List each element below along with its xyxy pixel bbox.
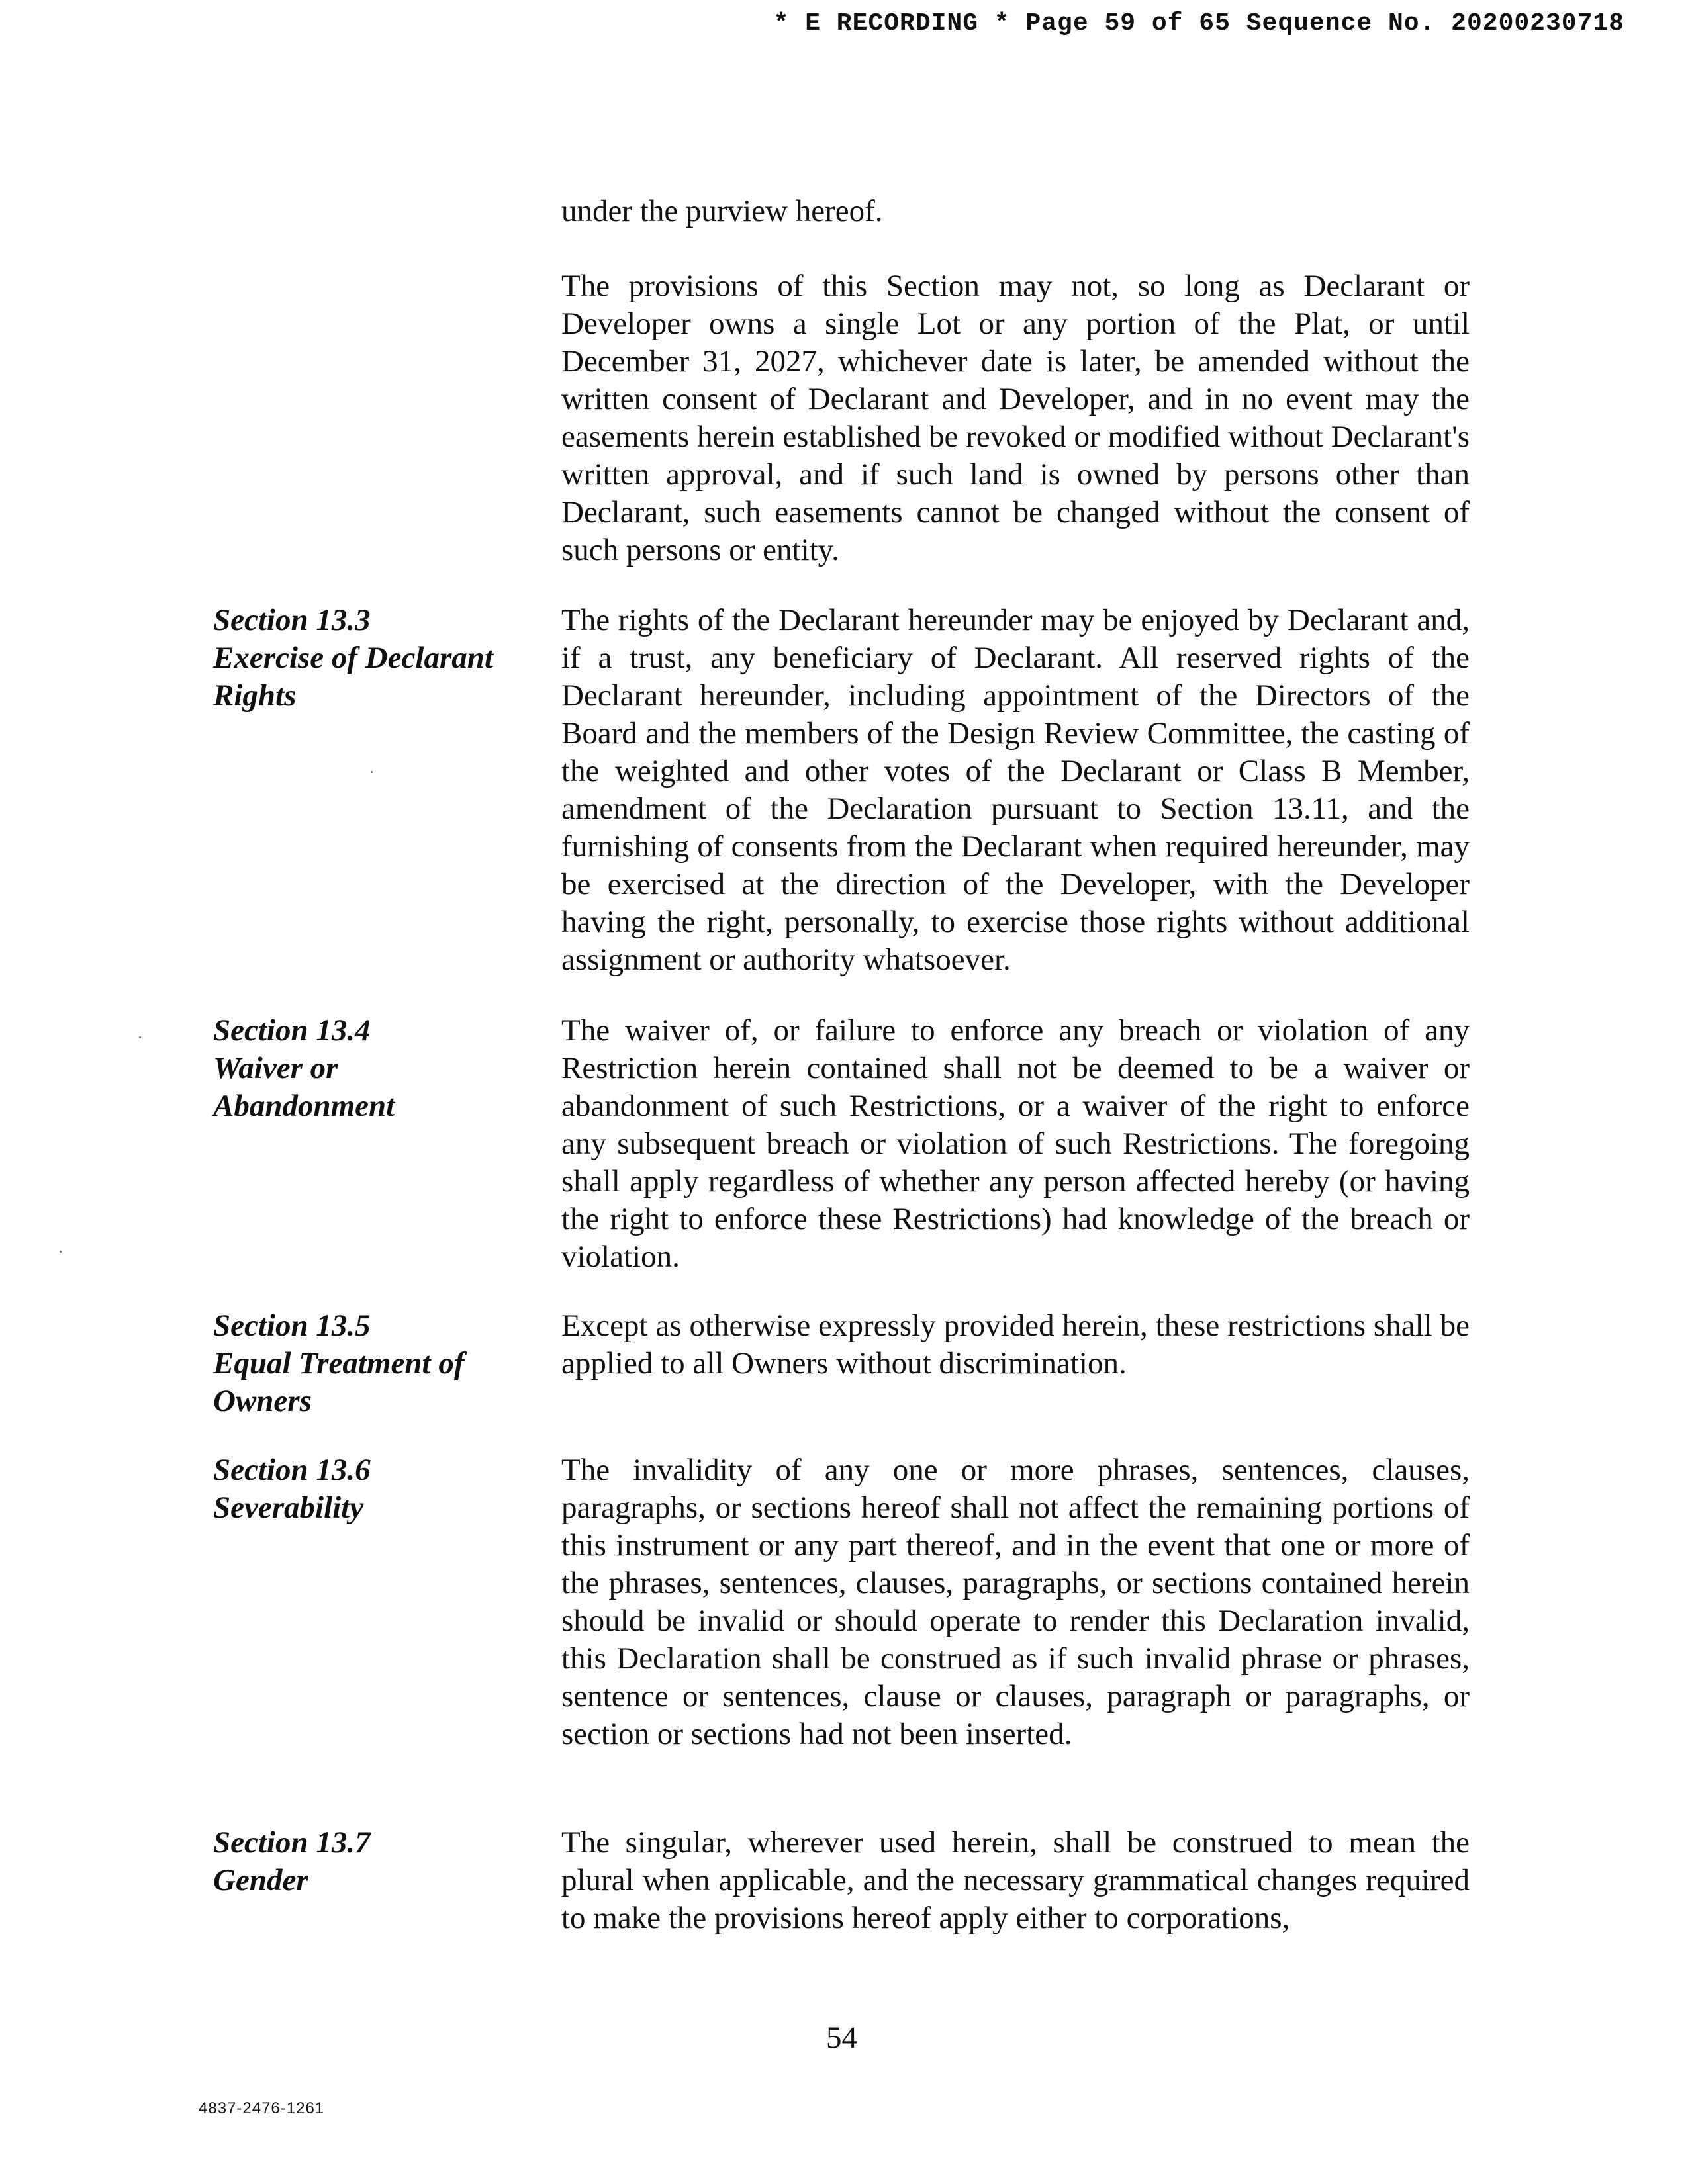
section-number: Section 13.6	[213, 1453, 371, 1487]
section-number: Section 13.3	[213, 603, 371, 637]
scan-speck	[60, 1251, 62, 1253]
section-13-5-heading	[213, 1307, 531, 1420]
section-number: Section 13.7	[213, 1825, 371, 1860]
section-13-7-heading	[213, 1824, 531, 1899]
section-13-4-heading	[213, 1012, 531, 1125]
paragraph-easement-provisions: The provisions of this Section may not, so long as Declarant or Developer owns a single Lot or any portion of the Plat, or until December 31, 2027, whichever date is later, be amended without the written consent of Declarant and Developer, and in no event may the easements herein established be revoked or modified without Declarant's written approval, and if such land is owned by persons other than Declarant, such easements cannot be changed without the consent of such persons or entity.	[561, 269, 1470, 567]
scan-speck	[139, 1036, 141, 1038]
section-title-line: Owners	[213, 1384, 312, 1418]
recording-stamp: * E RECORDING * Page 59 of 65 Sequence No. 20200230718	[773, 9, 1624, 38]
section-number: Section 13.5	[213, 1308, 371, 1343]
continuation-line: under the purview hereof.	[561, 194, 883, 228]
section-13-3-heading	[213, 602, 531, 715]
section-number: Section 13.4	[213, 1013, 371, 1048]
section-13-5-text: Except as otherwise expressly provided herein, these restrictions shall be applied to all Owners without discrimination.	[561, 1308, 1470, 1381]
section-title-line: Rights	[213, 678, 297, 713]
section-13-7-text: The singular, wherever used herein, shall be construed to mean the plural when applicable, and the necessary grammatical changes required to make the provisions hereof apply either to corporations,	[561, 1825, 1470, 1935]
scan-speck	[371, 771, 373, 773]
page-number: 54	[826, 2021, 857, 2055]
section-title-line: Abandonment	[213, 1089, 395, 1123]
section-title-line: Exercise of Declarant	[213, 641, 493, 675]
section-title-line: Waiver or	[213, 1051, 338, 1085]
section-13-6-heading	[213, 1451, 531, 1527]
section-title-line: Equal Treatment of	[213, 1346, 465, 1381]
document-id: 4837-2476-1261	[199, 2099, 325, 2117]
section-13-6-text: The invalidity of any one or more phrases, sentences, clauses, paragraphs, or sections hereof shall not affect the remaining portions of this instrument or any part thereof, and in the event that one or more of the phrases, sentences, clauses, paragraphs, or sections contained herein should be invalid or should operate to render this Declaration invalid, this Declaration shall be construed as if such invalid phrase or phrases, sentence or sentences, clause or clauses, paragraph or paragraphs, or section or sections had not been inserted.	[561, 1453, 1470, 1751]
section-13-3-text: The rights of the Declarant hereunder may be enjoyed by Declarant and, if a trust, any beneficiary of Declarant. All reserved rights of the Declarant hereunder, including appointment of the Directors of the Board and the members of the Design Review Committee, the casting of the weighted and other votes of the Declarant or Class B Member, amendment of the Declaration pursuant to Section 13.11, and the furnishing of consents from the Declarant when required hereunder, may be exercised at the direction of the Developer, with the Developer having the right, personally, to exercise those rights without additional assignment or authority whatsoever.	[561, 603, 1470, 977]
section-13-4-text: The waiver of, or failure to enforce any breach or violation of any Restriction herein contained shall not be deemed to be a waiver or abandonment of such Restrictions, or a waiver of the right to enforce any subsequent breach or violation of such Restrictions. The foregoing shall apply regardless of whether any person affected hereby (or having the right to enforce these Restrictions) had knowledge of the breach or violation.	[561, 1013, 1470, 1274]
section-title-line: Severability	[213, 1490, 364, 1525]
section-title-line: Gender	[213, 1863, 308, 1897]
